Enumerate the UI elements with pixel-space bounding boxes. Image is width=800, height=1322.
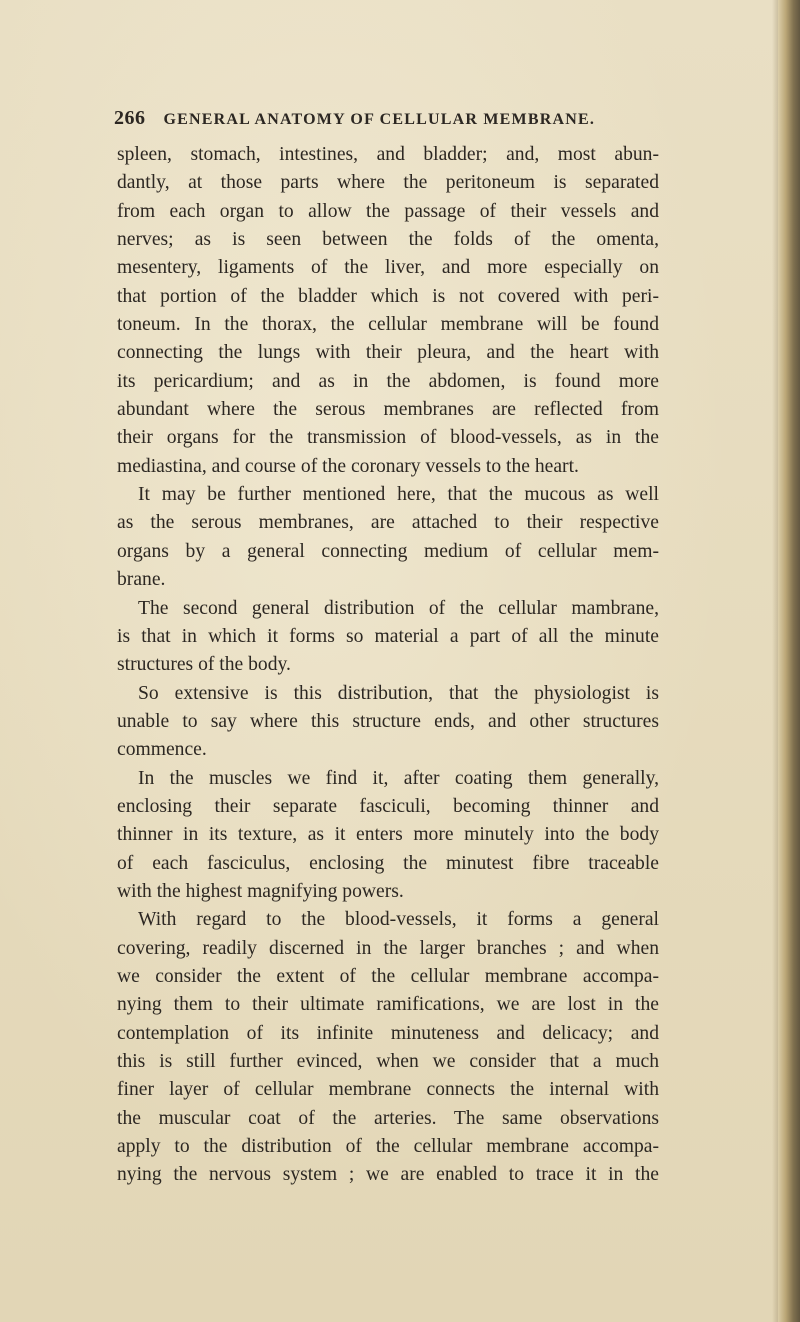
- text-line: with the highest magnifying powers.: [117, 880, 404, 902]
- page-number: 266: [114, 107, 146, 129]
- text-line: apply to the distribution of the cellular membrane accompa-: [117, 1136, 659, 1158]
- text-line: is that in which it forms so material a part of all the minute: [117, 625, 659, 647]
- text-line: connecting the lungs with their pleura, and the heart with: [117, 342, 659, 364]
- text-line: mediastina, and course of the coronary vessels to the heart.: [117, 455, 579, 477]
- text-line: mesentery, ligaments of the liver, and more especially on: [117, 257, 659, 279]
- text-line: the muscular coat of the arteries. The same observations: [117, 1107, 659, 1129]
- text-line: as the serous membranes, are attached to their respective: [117, 512, 659, 534]
- paragraph-start: It may be further mentioned here, that the mucous as well: [138, 484, 659, 506]
- text-line: contemplation of its infinite minuteness and delicacy; and: [117, 1022, 659, 1044]
- paragraph-start: The second general distribution of the cellular mambrane,: [138, 597, 659, 619]
- text-line: this is still further evinced, when we consider that a much: [117, 1051, 659, 1072]
- text-line: its pericardium; and as in the abdomen, is found more: [117, 370, 659, 392]
- text-line: toneum. In the thorax, the cellular membrane will be found: [117, 314, 659, 336]
- page-header: [114, 107, 634, 133]
- text-line: nying the nervous system ; we are enabled to trace it in the: [117, 1164, 659, 1186]
- paragraph-start: In the muscles we find it, after coating them generally,: [138, 767, 659, 789]
- text-line: finer layer of cellular membrane connects the internal with: [117, 1079, 659, 1101]
- text-line: thinner in its texture, as it enters more minutely into the body: [117, 824, 659, 846]
- body-text: [117, 141, 659, 1190]
- text-line: from each organ to allow the passage of their vessels and: [117, 200, 659, 222]
- text-line: brane.: [117, 569, 166, 591]
- text-line: their organs for the transmission of blood-vessels, as in the: [117, 427, 659, 449]
- text-line: covering, readily discerned in the larger branches ; and when: [117, 937, 659, 959]
- text-line: abundant where the serous membranes are reflected from: [117, 399, 659, 421]
- page-edge: [778, 0, 800, 1322]
- text-line: organs by a general connecting medium of cellular mem-: [117, 540, 659, 562]
- running-head: GENERAL ANATOMY OF CELLULAR MEMBRANE.: [163, 111, 596, 128]
- text-line: nying them to their ultimate ramifications, we are lost in the: [117, 994, 659, 1016]
- text-line: of each fasciculus, enclosing the minutest fibre traceable: [117, 852, 659, 874]
- text-line: dantly, at those parts where the peritoneum is separated: [117, 172, 659, 194]
- text-line: commence.: [117, 739, 207, 761]
- text-line: spleen, stomach, intestines, and bladder; and, most abun-: [117, 144, 659, 165]
- paragraph-start: So extensive is this distribution, that the physiologist is: [138, 682, 659, 704]
- text-line: nerves; as is seen between the folds of the omenta,: [117, 229, 659, 251]
- text-line: we consider the extent of the cellular membrane accompa-: [117, 965, 659, 987]
- text-line: enclosing their separate fasciculi, becoming thinner and: [117, 795, 659, 817]
- text-line: unable to say where this structure ends, and other structures: [117, 710, 659, 732]
- text-line: that portion of the bladder which is not covered with peri-: [117, 285, 659, 307]
- text-line: structures of the body.: [117, 654, 291, 676]
- paragraph-start: With regard to the blood-vessels, it forms a general: [138, 909, 659, 931]
